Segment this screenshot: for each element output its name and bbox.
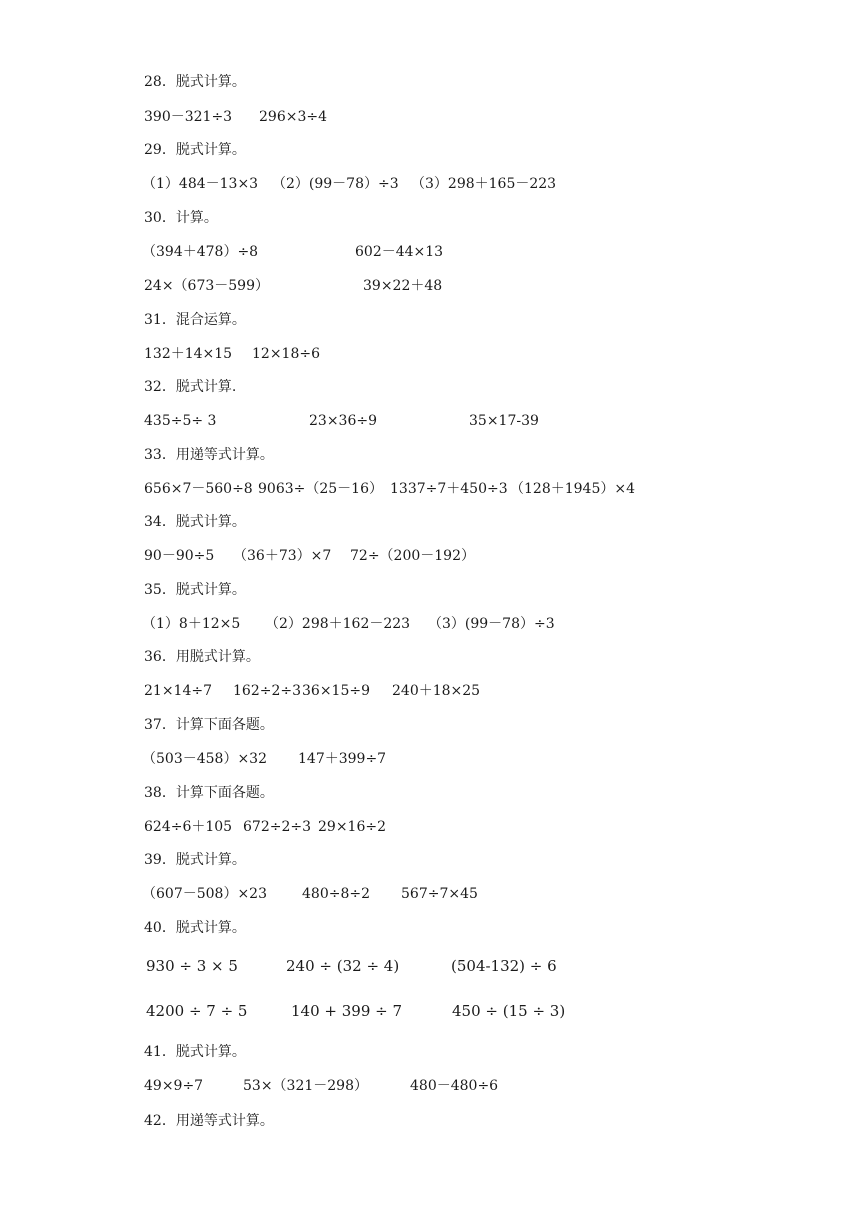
problem-28-title: 28．脱式计算。 — [144, 74, 246, 90]
problem-32-expr-3: 35×17-39 — [469, 413, 539, 429]
problem-34-expr-3: 72÷（200－192） — [350, 548, 475, 564]
problem-31-expr-1: 132＋14×15 — [144, 346, 233, 362]
problem-30-expr-2: 602－44×13 — [355, 244, 444, 260]
problem-40-expr-5: 140 + 399 ÷ 7 — [291, 1002, 403, 1020]
problem-36-expr-4: 240＋18×25 — [392, 683, 481, 699]
problem-39-expr-3: 567÷7×45 — [401, 886, 478, 902]
problem-29-expr-3: （3）298＋165－223 — [411, 176, 557, 192]
problem-37-expr-1: （503－458）×32 — [142, 751, 267, 767]
problem-38-title: 38．计算下面各题。 — [144, 785, 274, 801]
problem-28-expr-2: 296×3÷4 — [259, 109, 327, 125]
problem-33-expr-2: 9063÷（25－16） — [258, 481, 383, 497]
problem-36-expr-3: 36×15÷9 — [302, 683, 370, 699]
problem-38-expr-1: 624÷6＋105 — [144, 819, 233, 835]
problem-29-expr-2: （2）(99－78）÷3 — [272, 176, 399, 192]
problem-30-expr-4: 39×22＋48 — [363, 278, 443, 294]
problem-37-title: 37．计算下面各题。 — [144, 717, 274, 733]
problem-30-expr-1: （394＋478）÷8 — [142, 244, 259, 260]
problem-37-expr-2: 147＋399÷7 — [298, 751, 387, 767]
problem-35-title: 35．脱式计算。 — [144, 582, 246, 598]
problem-29-title: 29．脱式计算。 — [144, 142, 246, 158]
problem-38-expr-3: 29×16÷2 — [318, 819, 386, 835]
problem-39-expr-1: （607－508）×23 — [142, 886, 267, 902]
problem-29-expr-1: （1）484－13×3 — [142, 176, 259, 192]
problem-33-expr-3: 1337÷7＋450÷3 — [390, 481, 508, 497]
problem-36-expr-1: 21×14÷7 — [144, 683, 212, 699]
problem-28-expr-1: 390－321÷3 — [144, 109, 233, 125]
problem-38-expr-2: 672÷2÷3 — [243, 819, 311, 835]
problem-33-title: 33．用递等式计算。 — [144, 447, 274, 463]
problem-34-expr-1: 90－90÷5 — [144, 548, 215, 564]
problem-35-expr-2: （2）298＋162－223 — [265, 616, 411, 632]
problem-31-expr-2: 12×18÷6 — [252, 346, 320, 362]
problem-41-expr-1: 49×9÷7 — [144, 1078, 204, 1094]
problem-40-expr-6: 450 ÷ (15 ÷ 3) — [452, 1002, 566, 1020]
problem-40-title: 40．脱式计算。 — [144, 920, 246, 936]
problem-40-expr-3: (504-132) ÷ 6 — [451, 957, 557, 975]
problem-32-expr-1: 435÷5÷ 3 — [144, 413, 217, 429]
problem-33-expr-4: （128＋1945）×4 — [510, 481, 635, 497]
problem-41-expr-3: 480－480÷6 — [410, 1078, 499, 1094]
problem-35-expr-3: （3）(99－78）÷3 — [428, 616, 555, 632]
problem-40-expr-2: 240 ÷ (32 ÷ 4) — [286, 957, 400, 975]
problem-39-expr-2: 480÷8÷2 — [302, 886, 370, 902]
problem-41-title: 41．脱式计算。 — [144, 1044, 246, 1060]
problem-42-title: 42．用递等式计算。 — [144, 1113, 274, 1129]
problem-40-expr-1: 930 ÷ 3 × 5 — [146, 957, 238, 975]
problem-32-title: 32．脱式计算. — [144, 379, 237, 395]
problem-31-title: 31．混合运算。 — [144, 312, 246, 328]
problem-35-expr-1: （1）8＋12×5 — [142, 616, 241, 632]
problem-39-title: 39．脱式计算。 — [144, 852, 246, 868]
problem-41-expr-2: 53×（321－298） — [243, 1078, 368, 1094]
problem-40-expr-4: 4200 ÷ 7 ÷ 5 — [146, 1002, 248, 1020]
problem-30-title: 30．计算。 — [144, 210, 218, 226]
problem-34-expr-2: （36＋73）×7 — [233, 548, 332, 564]
problem-32-expr-2: 23×36÷9 — [309, 413, 377, 429]
problem-30-expr-3: 24×（673－599） — [144, 278, 269, 294]
problem-34-title: 34．脱式计算。 — [144, 514, 246, 530]
problem-33-expr-1: 656×7－560÷8 — [144, 481, 253, 497]
problem-36-expr-2: 162÷2÷3 — [233, 683, 301, 699]
problem-36-title: 36．用脱式计算。 — [144, 649, 260, 665]
